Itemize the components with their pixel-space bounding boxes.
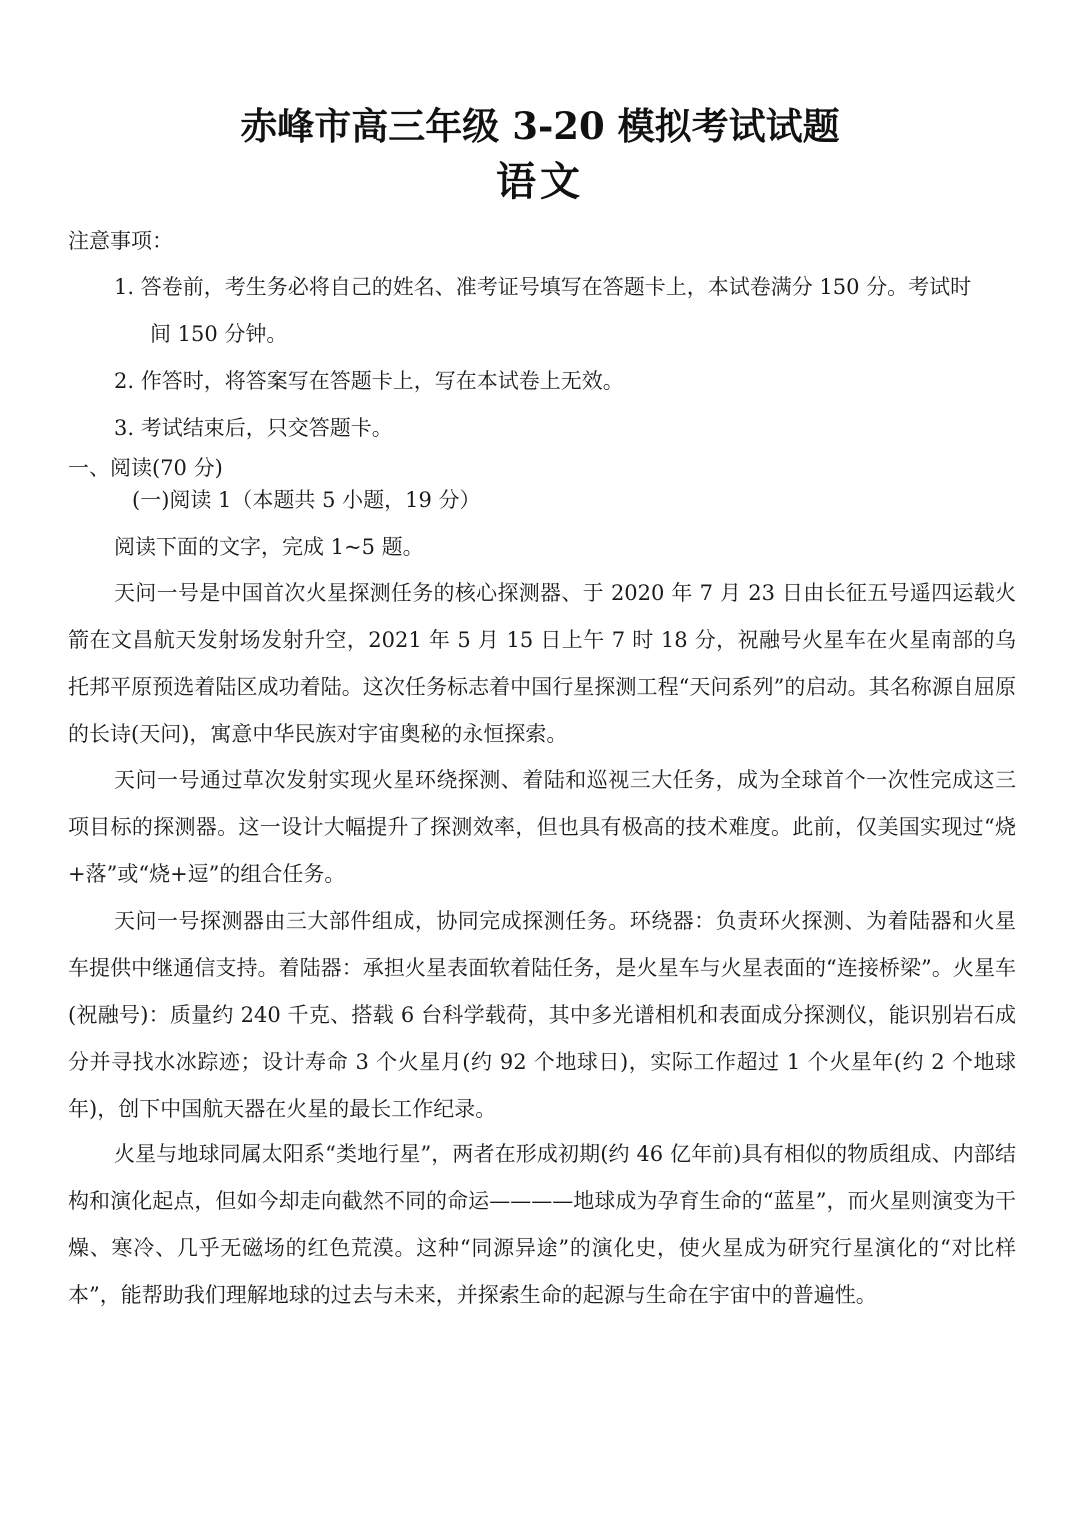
passage-paragraph-1: 天问一号是中国首次火星探测任务的核心探测器、于 2020 年 7 月 23 日由长征五号遥四运载火箭在文昌航天发射场发射升空，2021 年 5 月 15 日上午 7 时 18 分，祝融号火星车在火星南部的乌托邦平原预选着陆区成功着陆。这次任务标志着中国行星探测工程“天问系列”的启动。其名称源自屈原的长诗(天问)，寓意中华民族对宇宙奥秘的永恒探索。	[68, 581, 1016, 746]
exam-title: 赤峰市高三年级 3-20 模拟考试试题	[240, 104, 840, 148]
passage-paragraph-3: 天问一号探测器由三大部件组成，协同完成探测任务。环绕器：负责环火探测、为着陆器和火星车提供中继通信支持。着陆器：承担火星表面软着陆任务，是火星车与火星表面的“连接桥梁”。火星车(祝融号)：质量约 240 千克、搭载 6 台科学载荷，其中多光谱相机和表面成分探测仪，能识别岩石成分并寻找水冰踪迹；设计寿命 3 个火星月(约 92 个地球日)，实际工作超过 1 个火星年(约 2 个地球年)，创下中国航天器在火星的最长工作纪录。	[68, 909, 1016, 1121]
notice-item-3: 3. 考试结束后，只交答题卡。	[114, 416, 393, 440]
notice-item-1: 1. 答卷前，考生务必将自己的姓名、准考证号填写在答题卡上，本试卷满分 150 分。考试时	[114, 275, 972, 299]
notice-item-1-continued: 间 150 分钟。	[150, 322, 288, 346]
subject-title: 语文	[496, 158, 584, 205]
notice-heading: 注意事项：	[68, 229, 173, 253]
passage-paragraph-4: 火星与地球同属太阳系“类地行星”，两者在形成初期(约 46 亿年前)具有相似的物质组成、内部结构和演化起点，但如今却走向截然不同的命运————地球成为孕育生命的“蓝星”，而火星则演变为干燥、寒冷、几乎无磁场的红色荒漠。这种“同源异途”的演化史，使火星成为研究行星演化的“对比样本”，能帮助我们理解地球的过去与未来，并探索生命的起源与生命在宇宙中的普遍性。	[68, 1142, 1016, 1307]
reading-instruction: 阅读下面的文字，完成 1~5 题。	[114, 535, 424, 559]
notice-item-2: 2. 作答时，将答案写在答题卡上，写在本试卷上无效。	[114, 369, 624, 393]
subsection-title: (一)阅读 1（本题共 5 小题，19 分）	[132, 488, 481, 512]
section-title: 一、阅读(70 分)	[68, 456, 223, 480]
passage-paragraph-2: 天问一号通过草次发射实现火星环绕探测、着陆和巡视三大任务，成为全球首个一次性完成这三项目标的探测器。这一设计大幅提升了探测效率，但也具有极高的技术难度。此前，仅美国实现过“烧+落”或“烧+逗”的组合任务。	[68, 768, 1016, 886]
